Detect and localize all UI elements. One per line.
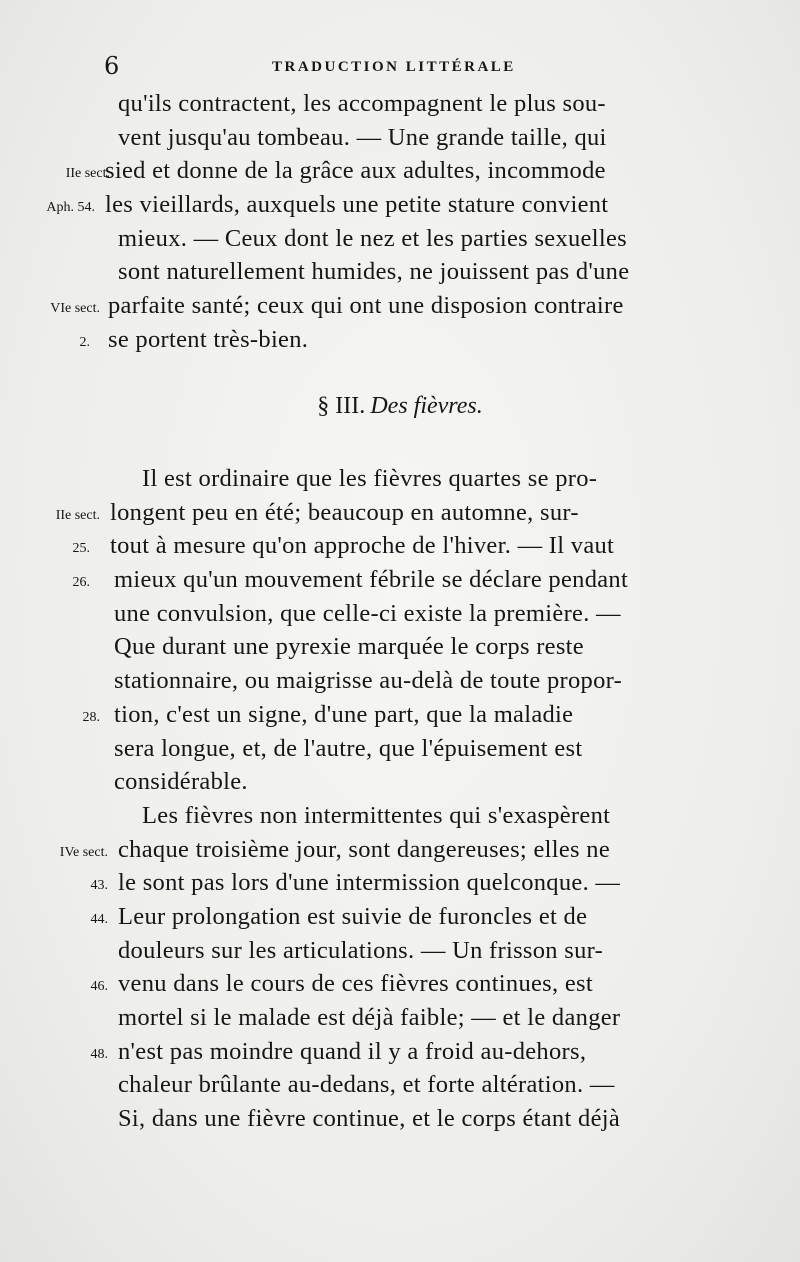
text-line <box>0 90 800 126</box>
line-text: Si, dans une fièvre continue, et le corps étant déjà <box>118 1105 621 1132</box>
line-text: chaleur brûlante au-dedans, et forte altération. — <box>118 1071 615 1098</box>
line-text: tout à mesure qu'on approche de l'hiver. — Il vaut <box>110 532 615 559</box>
line-text: qu'ils contractent, les accompagnent le plus sou- <box>118 90 606 117</box>
text-line <box>0 869 800 905</box>
text-line <box>0 937 800 973</box>
line-text: le sont pas lors d'une intermission quelconque. — <box>118 869 621 896</box>
line-text: longent peu en été; beaucoup en automne, sur- <box>110 499 579 526</box>
line-text: mieux qu'un mouvement fébrile se déclare pendant <box>114 566 629 593</box>
margin-note: 25. <box>72 541 90 556</box>
text-line <box>0 566 800 602</box>
section-symbol: § III. <box>317 393 366 419</box>
margin-note: 43. <box>90 878 108 893</box>
line-text: sera longue, et, de l'autre, que l'épuisement est <box>114 735 583 762</box>
text-line <box>0 768 800 804</box>
text-line <box>0 633 800 669</box>
text-line <box>0 903 800 939</box>
line-text: Les fièvres non intermittentes qui s'exaspèrent <box>142 802 611 829</box>
text-line <box>0 499 800 535</box>
text-line <box>0 124 800 160</box>
text-line <box>0 532 800 568</box>
text-line <box>0 326 800 362</box>
text-line <box>0 225 800 261</box>
text-line <box>0 667 800 703</box>
section-heading <box>0 393 800 429</box>
line-text: Leur prolongation est suivie de furoncles et de <box>118 903 588 930</box>
text-line <box>0 465 800 501</box>
text-line <box>0 701 800 737</box>
line-text: parfaite santé; ceux qui ont une disposion contraire <box>108 292 624 319</box>
running-head: TRADUCTION LITTÉRALE <box>272 59 516 75</box>
line-text: chaque troisième jour, sont dangereuses; elles ne <box>118 836 610 863</box>
margin-note: 44. <box>90 912 108 927</box>
margin-note: IIe sect. <box>55 508 100 523</box>
line-text: les vieillards, auxquels une petite stature convient <box>105 191 609 218</box>
line-text: mortel si le malade est déjà faible; — et le danger <box>118 1004 621 1031</box>
text-line <box>0 970 800 1006</box>
margin-note: Aph. 54. <box>46 200 95 215</box>
margin-note: 2. <box>79 335 90 350</box>
line-text: se portent très-bien. <box>108 326 309 353</box>
line-text: vent jusqu'au tombeau. — Une grande taille, qui <box>118 124 607 151</box>
text-line <box>0 191 800 227</box>
line-text: venu dans le cours de ces fièvres continues, est <box>118 970 593 997</box>
line-text: considérable. <box>114 768 248 795</box>
section-title: Des fièvres. <box>370 393 483 419</box>
text-line <box>0 735 800 771</box>
line-text: sont naturellement humides, ne jouissent pas d'une <box>118 258 630 285</box>
margin-note: 48. <box>90 1047 108 1062</box>
line-text: une convulsion, que celle-ci existe la première. — <box>114 600 621 627</box>
margin-note: 26. <box>72 575 90 590</box>
text-line <box>0 258 800 294</box>
text-line <box>0 1071 800 1107</box>
line-text: mieux. — Ceux dont le nez et les parties sexuelles <box>118 225 627 252</box>
text-line <box>0 600 800 636</box>
text-line <box>0 1038 800 1074</box>
line-text: n'est pas moindre quand il y a froid au-dehors, <box>118 1038 587 1065</box>
text-line <box>0 836 800 872</box>
line-text: sied et donne de la grâce aux adultes, incommode <box>105 157 606 184</box>
text-line <box>0 157 800 193</box>
margin-note: IIe sect. <box>65 166 110 181</box>
text-line <box>0 1105 800 1141</box>
margin-note: VIe sect. <box>50 301 100 316</box>
line-text: tion, c'est un signe, d'une part, que la maladie <box>114 701 574 728</box>
margin-note: IVe sect. <box>59 845 108 860</box>
text-line <box>0 292 800 328</box>
margin-note: 28. <box>82 710 100 725</box>
line-text: Il est ordinaire que les fièvres quartes se pro- <box>142 465 598 492</box>
margin-note: 46. <box>90 979 108 994</box>
line-text: Que durant une pyrexie marquée le corps reste <box>114 633 584 660</box>
text-line <box>0 1004 800 1040</box>
page-header <box>0 50 800 86</box>
text-line <box>0 802 800 838</box>
line-text: douleurs sur les articulations. — Un frisson sur- <box>118 937 604 964</box>
line-text: stationnaire, ou maigrisse au-delà de toute propor- <box>114 667 623 694</box>
page-number: 6 <box>104 52 120 80</box>
